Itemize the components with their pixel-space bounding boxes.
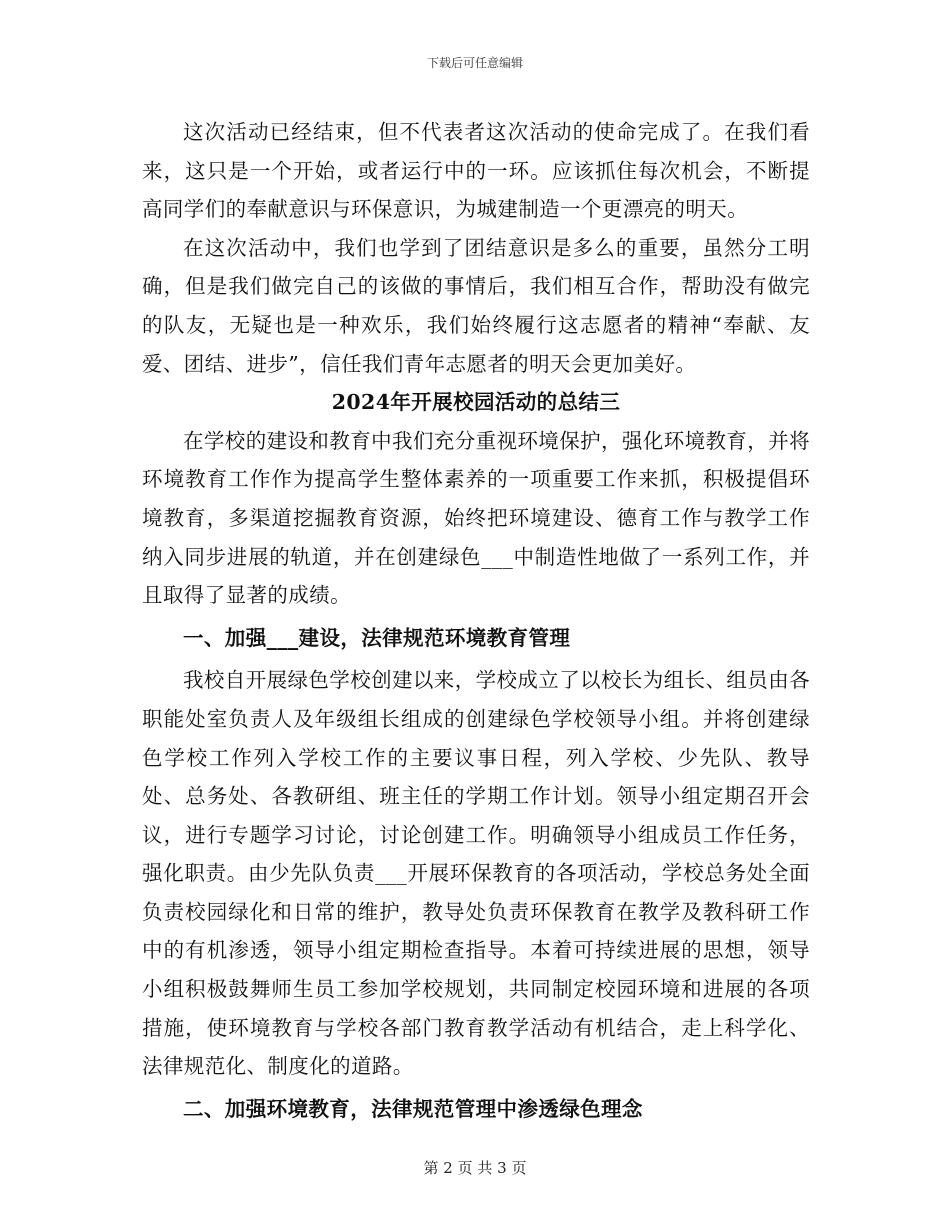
section-heading: 一、加强___建设，法律规范环境教育管理 <box>183 625 571 650</box>
paragraph: 在这次活动中，我们也学到了团结意识是多么的重要，虽然分工明确，但是我们做完自己的该做的事情后，我们相互合作，帮助没有做完的队友，无疑也是一种欢乐，我们始终履行这志愿者的精神“奉献、友爱、团结、进步”，信任我们青年志愿者的明天会更加美好。 <box>142 235 810 376</box>
page-header: 下载后可任意编辑 <box>426 56 523 70</box>
paragraph: 在学校的建设和教育中我们充分重视环境保护，强化环境教育，并将环境教育工作作为提高学生整体素养的一项重要工作来抓，积极提倡环境教育，多渠道挖掘教育资源，始终把环境建设、德育工作与教学工作纳入同步进展的轨道，并在创建绿色___中制造性地做了一系列工作，并且取得了显著的成绩。 <box>142 428 810 608</box>
document-body <box>142 113 810 1132</box>
paragraph: 我校自开展绿色学校创建以来，学校成立了以校长为组长、组员由各职能处室负责人及年级组长组成的创建绿色学校领导小组。并将创建绿色学校工作列入学校工作的主要议事日程，列入学校、少先队、教导处、总务处、各教研组、班主任的学期工作计划。领导小组定期召开会议，进行专题学习讨论，讨论创建工作。明确领导小组成员工作任务，强化职责。由少先队负责___开展环保教育的各项活动，学校总务处全面负责校园绿化和日常的维护，教导处负责环保教育在教学及教科研工作中的有机渗透，领导小组定期检查指导。本着可持续进展的思想，领导小组积极鼓舞师生员工参加学校规划，共同制定校园环境和进展的各项措施，使环境教育与学校各部门教育教学活动有机结合，走上科学化、法律规范化、制度化的道路。 <box>142 668 810 1079</box>
paragraph: 这次活动已经结束，但不代表者这次活动的使命完成了。在我们看来，这只是一个开始，或者运行中的一环。应该抓住每次机会，不断提高同学们的奉献意识与环保意识，为城建制造一个更漂亮的明天。 <box>142 120 810 222</box>
section-heading: 二、加强环境教育，法律规范管理中渗透绿色理念 <box>183 1096 643 1121</box>
page-footer: 第 2 页 共 3 页 <box>423 1159 527 1177</box>
section-title: 2024年开展校园活动的总结三 <box>331 390 621 415</box>
